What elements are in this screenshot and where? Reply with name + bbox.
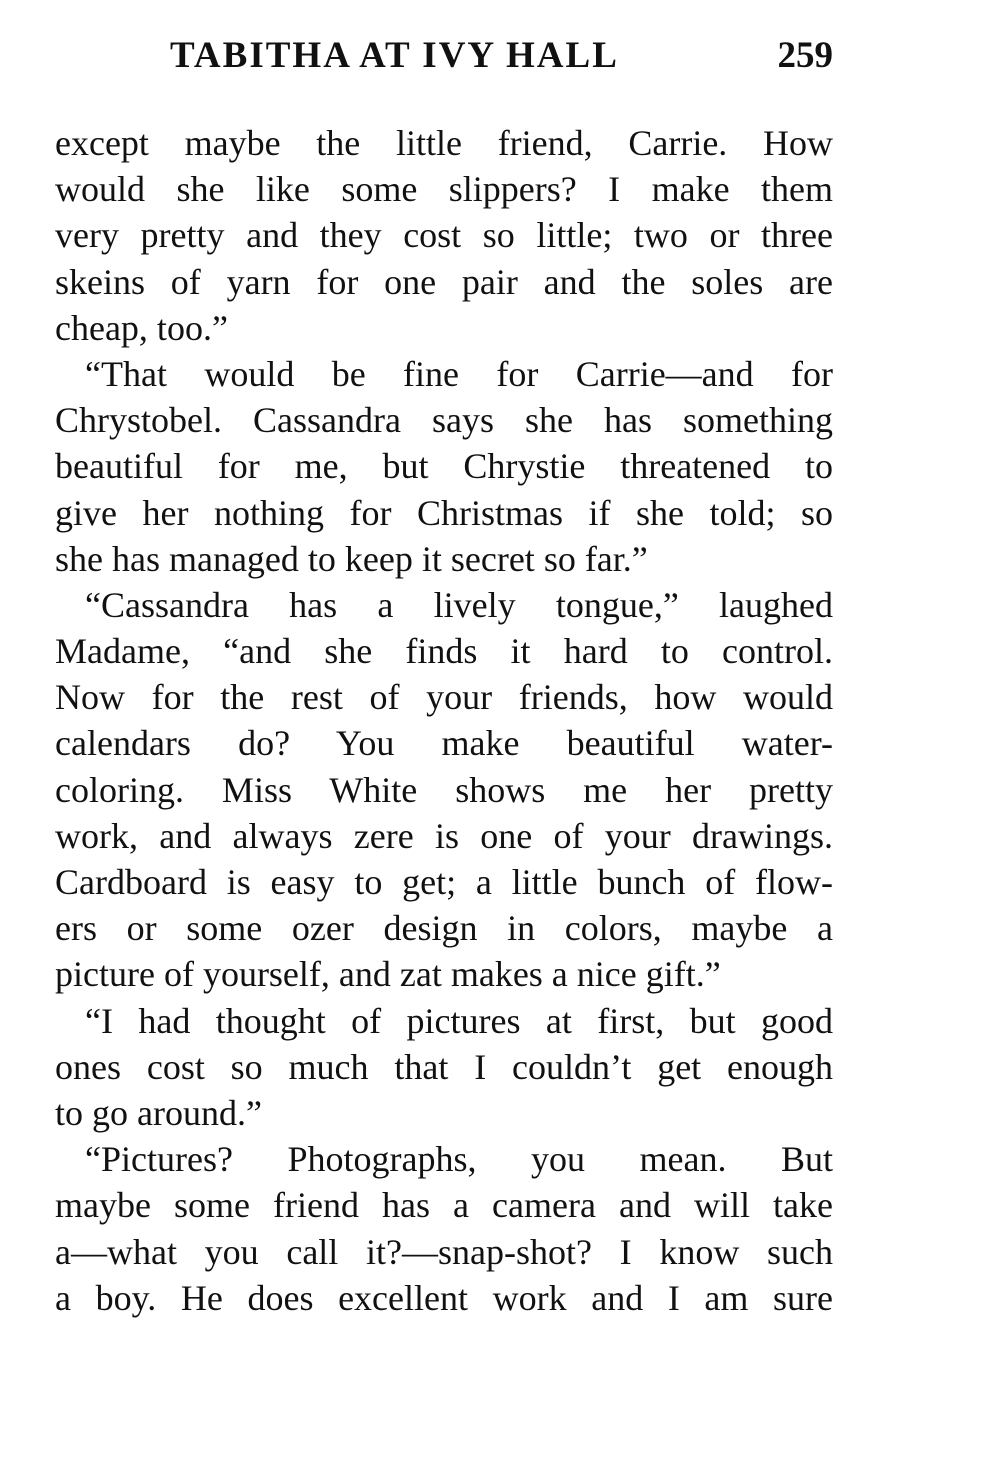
text-line: a—what you call it?—snap-shot? I know such: [55, 1231, 833, 1272]
text-line: very pretty and they cost so little; two or three: [55, 215, 833, 256]
text-line: ones cost so much that I couldn’t get enough: [55, 1046, 833, 1087]
text-line: would she like some slippers? I make them: [55, 169, 833, 210]
text-line: she has managed to keep it secret so far.”: [55, 538, 648, 579]
text-line: “Pictures? Photographs, you mean. But: [85, 1139, 833, 1180]
text-line: skeins of yarn for one pair and the soles are: [55, 261, 833, 302]
text-line: Now for the rest of your friends, how would: [55, 677, 833, 718]
text-line: picture of yourself, and zat makes a nice gift.”: [55, 954, 721, 995]
text-line: “Cassandra has a lively tongue,” laughed: [85, 584, 833, 625]
text-line: a boy. He does excellent work and I am sure: [55, 1277, 833, 1318]
page-number: 259: [777, 35, 833, 76]
text-line: coloring. Miss White shows me her pretty: [55, 769, 833, 810]
text-line: maybe some friend has a camera and will take: [55, 1185, 833, 1226]
text-line: cheap, too.”: [55, 307, 228, 348]
text-line: calendars do? You make beautiful water-: [55, 723, 833, 764]
text-line: “That would be fine for Carrie—and for: [85, 353, 833, 394]
text-line: work, and always zere is one of your drawings.: [55, 815, 833, 856]
running-head: [55, 34, 833, 84]
text-line: beautiful for me, but Chrystie threatened to: [55, 446, 833, 487]
text-line: give her nothing for Christmas if she told; so: [55, 492, 833, 533]
text-line: Cardboard is easy to get; a little bunch of flow-: [55, 862, 833, 902]
text-line: except maybe the little friend, Carrie. How: [55, 123, 833, 163]
text-line: “I had thought of pictures at first, but good: [85, 1000, 833, 1041]
running-title: TABITHA AT IVY HALL: [170, 35, 619, 76]
body-text: [55, 120, 833, 1321]
text-line: to go around.”: [55, 1092, 262, 1133]
text-line: Chrystobel. Cassandra says she has something: [55, 400, 833, 441]
text-line: Madame, “and she finds it hard to control.: [55, 631, 833, 672]
text-line: ers or some ozer design in colors, maybe a: [55, 908, 833, 949]
